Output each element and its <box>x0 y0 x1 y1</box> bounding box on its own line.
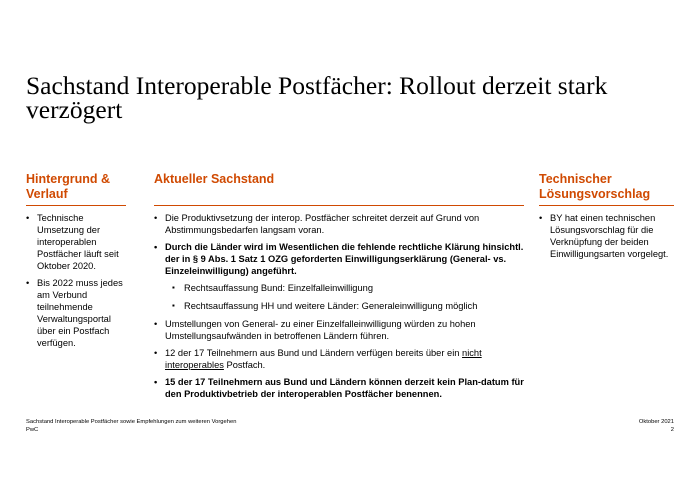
list-item: • Die Produktivsetzung der interop. Postfächer schreitet derzeit auf Grund von Abstimmungsbedarfen langsam voran. <box>154 212 524 236</box>
list-item-mailbox-count <box>154 347 524 371</box>
column-heading-current-status: Aktueller Sachstand <box>154 172 524 206</box>
status-list-continued <box>154 318 524 400</box>
text-segment: Postfach. <box>223 360 266 370</box>
column-background <box>26 172 126 354</box>
underlined-text: nicht interoperables <box>165 348 482 370</box>
slide-title: Sachstand Interoperable Postfächer: Rollout derzeit stark verzögert <box>26 71 608 124</box>
column-heading-technical-proposal: Technischer Lösungsvorschlag <box>539 172 674 206</box>
background-list <box>26 212 126 349</box>
footer-document-title: Sachstand Interoperable Postfächer sowie Empfehlungen zum weiteren Vorgehen <box>26 419 237 425</box>
list-item-bold: • Durch die Länder wird im Wesentlichen die fehlende rechtliche Klärung hinsichtl. der in § 9 Abs. 1 Satz 1 OZG geforderten Einwilligungserklärung (General- vs. Einzeleinwilligung) angeführt. <box>154 241 524 277</box>
list-item: • Technische Umsetzung der interoperablen Postfächer läuft seit Oktober 2020. <box>26 212 126 272</box>
list-item-bold: • 15 der 17 Teilnehmern aus Bund und Ländern können derzeit kein Plan-datum für den Produktivbetrieb der interoperablen Postfächer benennen. <box>154 376 524 400</box>
column-heading-background: Hintergrund & Verlauf <box>26 172 126 206</box>
footer-page-number: 2 <box>670 427 674 433</box>
status-list <box>154 212 524 277</box>
column-technical-proposal <box>539 172 674 265</box>
list-item: • BY hat einen technischen Lösungsvorschlag für die Verknüpfung der beiden Einwilligungsarten vorgelegt. <box>539 212 674 260</box>
sublist-item: ▪ Rechtsauffassung Bund: Einzelfalleinwilligung <box>172 282 524 294</box>
legal-opinion-sublist <box>154 282 524 312</box>
column-current-status <box>154 172 524 405</box>
list-item: • Bis 2022 muss jedes am Verbund teilnehmende Verwaltungsportal über ein Postfach verfügen. <box>26 277 126 349</box>
text-segment: 12 der 17 Teilnehmern aus Bund und Ländern verfügen bereits über ein <box>165 348 463 358</box>
footer-company: PwC <box>26 427 39 433</box>
sublist-item: ▪ Rechtsauffassung HH und weitere Länder: Generaleinwilligung möglich <box>172 300 524 312</box>
proposal-list <box>539 212 674 260</box>
footer-date: Oktober 2021 <box>638 419 674 425</box>
list-item: • Umstellungen von General- zu einer Einzelfalleinwilligung würden zu hohen Umstellungsaufwänden in betroffenen Ländern führen. <box>154 318 524 342</box>
